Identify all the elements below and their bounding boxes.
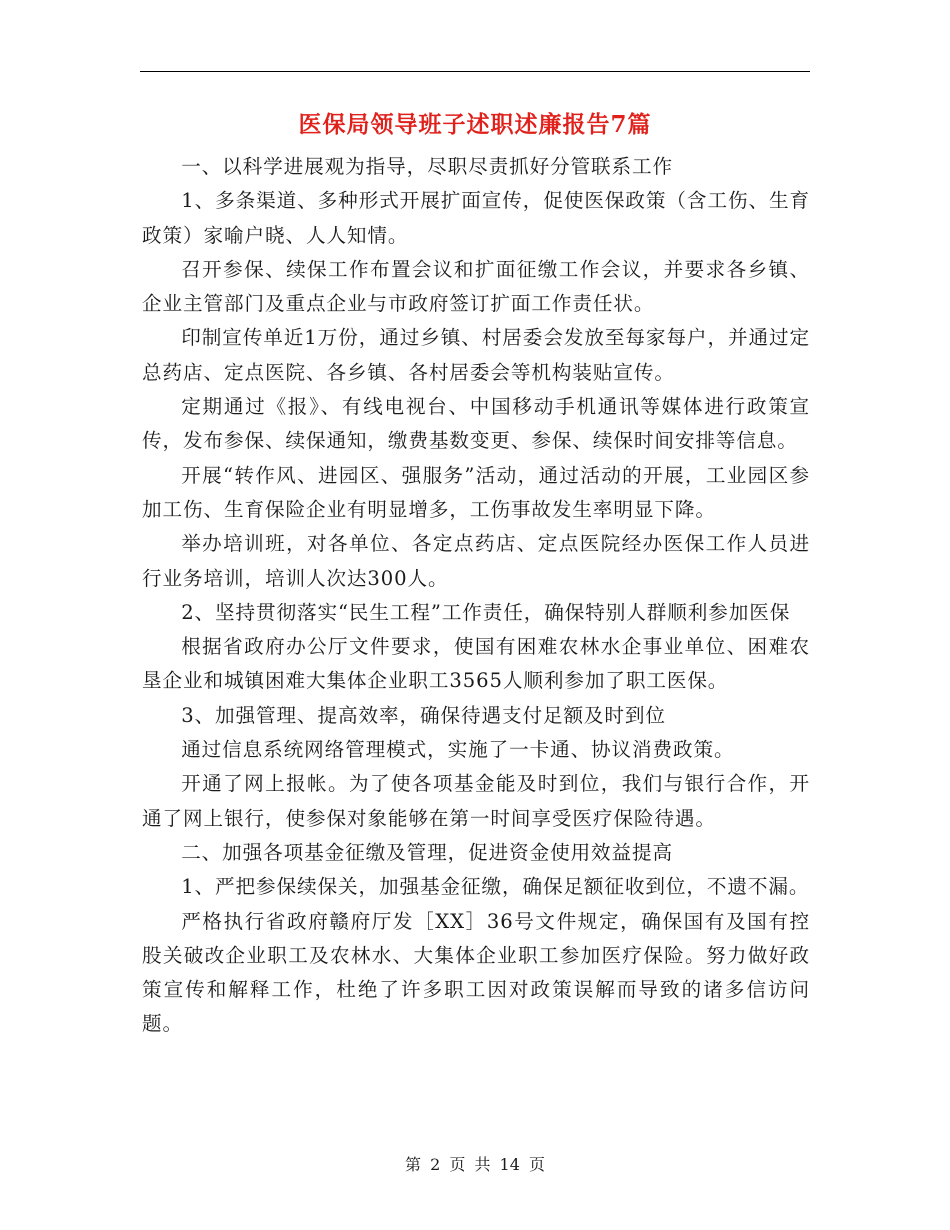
body-paragraph: 开通了网上报帐。为了使各项基金能及时到位，我们与银行合作，开通了网上银行，使参保对象能够在第一时间享受医疗保险待遇。: [142, 772, 810, 830]
body-paragraph: 举办培训班，对各单位、各定点药店、定点医院经办医保工作人员进行业务培训，培训人次达300人。: [142, 532, 810, 590]
section-heading-1: 一、以科学进展观为指导，尽职尽责抓好分管联系工作: [181, 155, 674, 178]
body-paragraph: 定期通过《报》、有线电视台、中国移动手机通讯等媒体进行政策宣传，发布参保、续保通知，缴费基数变更、参保、续保时间安排等信息。: [142, 395, 810, 453]
subsection-heading-1-2: 2、坚持贯彻落实“民生工程”工作责任，确保特别人群顺利参加医保: [181, 600, 791, 624]
body-paragraph: 印制宣传单近1万份，通过乡镇、村居委会发放至每家每户，并通过定总药店、定点医院、各乡镇、各村居委会等机构装贴宣传。: [142, 326, 810, 384]
header-rule: [140, 71, 810, 72]
body-paragraph: 通过信息系统网络管理模式，实施了一卡通、协议消费政策。: [181, 738, 735, 762]
subsection-heading-1-1: 1、多条渠道、多种形式开展扩面宣传，促使医保政策（含工伤、生育政策）家喻户晓、人人知情。: [142, 189, 810, 247]
body-paragraph: 召开参保、续保工作布置会议和扩面征缴工作会议，并要求各乡镇、企业主管部门及重点企业与市政府签订扩面工作责任状。: [142, 257, 810, 316]
subsection-heading-1-3: 3、加强管理、提高效率，确保待遇支付足额及时到位: [181, 703, 666, 727]
body-paragraph: 严格执行省政府赣府厅发［XX］36号文件规定，确保国有及国有控股关破改企业职工及农林水、大集体企业职工参加医疗保险。努力做好政策宣传和解释工作，杜绝了许多职工因对政策误解而导致的诸多信访问题。: [142, 909, 810, 1036]
body-paragraph: 根据省政府办公厅文件要求，使国有困难农林水企事业单位、困难农垦企业和城镇困难大集体企业职工3565人顺利参加了职工医保。: [142, 635, 810, 693]
subsection-heading-2-1: 1、严把参保续保关，加强基金征缴，确保足额征收到位，不遗不漏。: [181, 875, 810, 899]
page-number-footer: 第 2 页 共 14 页: [405, 1155, 545, 1174]
section-heading-2: 二、加强各项基金征缴及管理，促进资金使用效益提高: [181, 840, 674, 864]
document-body: [142, 150, 810, 1042]
body-paragraph: 开展“转作风、进园区、强服务”活动，通过活动的开展，工业园区参加工伤、生育保险企业有明显增多，工伤事故发生率明显下降。: [142, 463, 810, 521]
document-title: 医保局领导班子述职述廉报告7篇: [298, 111, 652, 138]
